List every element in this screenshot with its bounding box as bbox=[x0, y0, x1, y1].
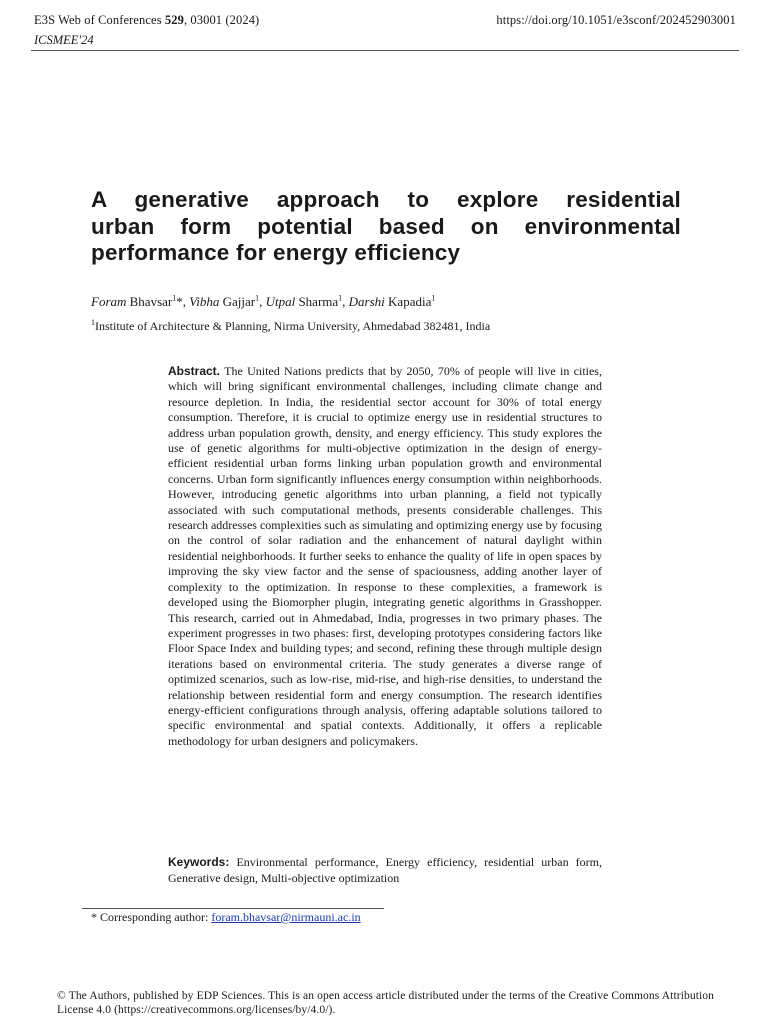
author: Vibha Gajjar$^1$, bbox=[189, 294, 266, 310]
title-line: A generative approach to explore residential bbox=[91, 187, 681, 212]
journal-volume: 529 bbox=[164, 13, 184, 27]
abstract-label: Abstract. bbox=[168, 364, 221, 378]
keywords-label: Keywords: bbox=[168, 855, 230, 869]
journal-citation bbox=[34, 13, 259, 28]
license-notice: © The Authors, published by EDP Sciences. This is an open access article distributed under the terms of the Creative Commons Attribution License 4.0 (https://creativecommons.org/licenses/by/4.0/). bbox=[57, 990, 714, 1016]
doi-link[interactable]: https://doi.org/10.1051/e3sconf/202452903001 bbox=[496, 13, 736, 27]
header-divider bbox=[31, 50, 739, 51]
keywords-text: Environmental performance, Energy efficiency, residential urban form, Generative design, Multi-objective optimization bbox=[168, 855, 602, 885]
author-email-link[interactable]: foram.bhavsar@nirmauni.ac.in bbox=[211, 910, 361, 924]
conference-name: ICSMEE'24 bbox=[34, 33, 94, 47]
journal-name: E3S Web of Conferences bbox=[34, 13, 165, 27]
author: Foram Bhavsar$^1$*, bbox=[91, 294, 190, 310]
title-line: performance for energy efficiency bbox=[91, 240, 461, 265]
footnote-divider bbox=[82, 908, 384, 909]
affiliation: $^1$Institute of Architecture & Planning, Nirma University, Ahmedabad 382481, India bbox=[91, 318, 491, 333]
abstract-text: The United Nations predicts that by 2050, 70% of people will live in cities, which will bring significant environmental challenges, including climate change and resource depletion. In India, the residential sector account for 30% of total energy consumption. Therefore, it is crucial to optimize energy use in residential structures to address urban population growth, density, and energy efficiency. This study explores the use of genetic algorithms for multi-objective optimization in the design of energy-efficient residential urban forms linking urban population growth and environmental concerns. Urban form significantly influences energy consumption within neighborhoods. However, introducing genetic algorithms into urban planning, a field not typically associated with such computational methods, presents considerable challenges. This research addresses complexities such as simulating and optimizing energy use by focusing on the control of solar radiation and the enhancement of natural daylight within residential neighborhoods. It further seeks to enhance the quality of life in open spaces by improving the sky view factor and the sense of spaciousness, adding another layer of complexity to the optimization. In response to these complexities, a framework is developed using the Biomorpher plugin, integrating genetic algorithms in Grasshopper. This research, carried out in Ahmedabad, India, progresses in two primary phases. The experiment progresses in two phases: first, developing prototypes considering factors like Floor Space Index and building types; and second, refining these through multiple design iterations based on environmental criteria. The study generates a diverse range of optimized scenarios, such as low-rise, mid-rise, and high-rise densities, to understand the relationship between residential form and energy consumption. The research identifies energy-efficient configurations through analysis, offering adaptable solutions tailored to specific environmental and spatial contexts. Additionally, it offers a replicable methodology for urban designers and policymakers. bbox=[168, 364, 603, 748]
abstract bbox=[168, 364, 602, 749]
author: Utpal Sharma$^1$, bbox=[265, 294, 349, 310]
author: Darshi Kapadia$^1$ bbox=[348, 294, 436, 310]
keywords bbox=[168, 854, 602, 886]
paper-title bbox=[91, 187, 681, 267]
title-line: urban form potential based on environmental bbox=[91, 213, 681, 239]
journal-article-number: , 03001 (2024) bbox=[183, 13, 260, 27]
author-list bbox=[91, 294, 435, 310]
corresponding-author-footnote: * Corresponding author: foram.bhavsar@nirmauni.ac.in bbox=[91, 910, 361, 924]
